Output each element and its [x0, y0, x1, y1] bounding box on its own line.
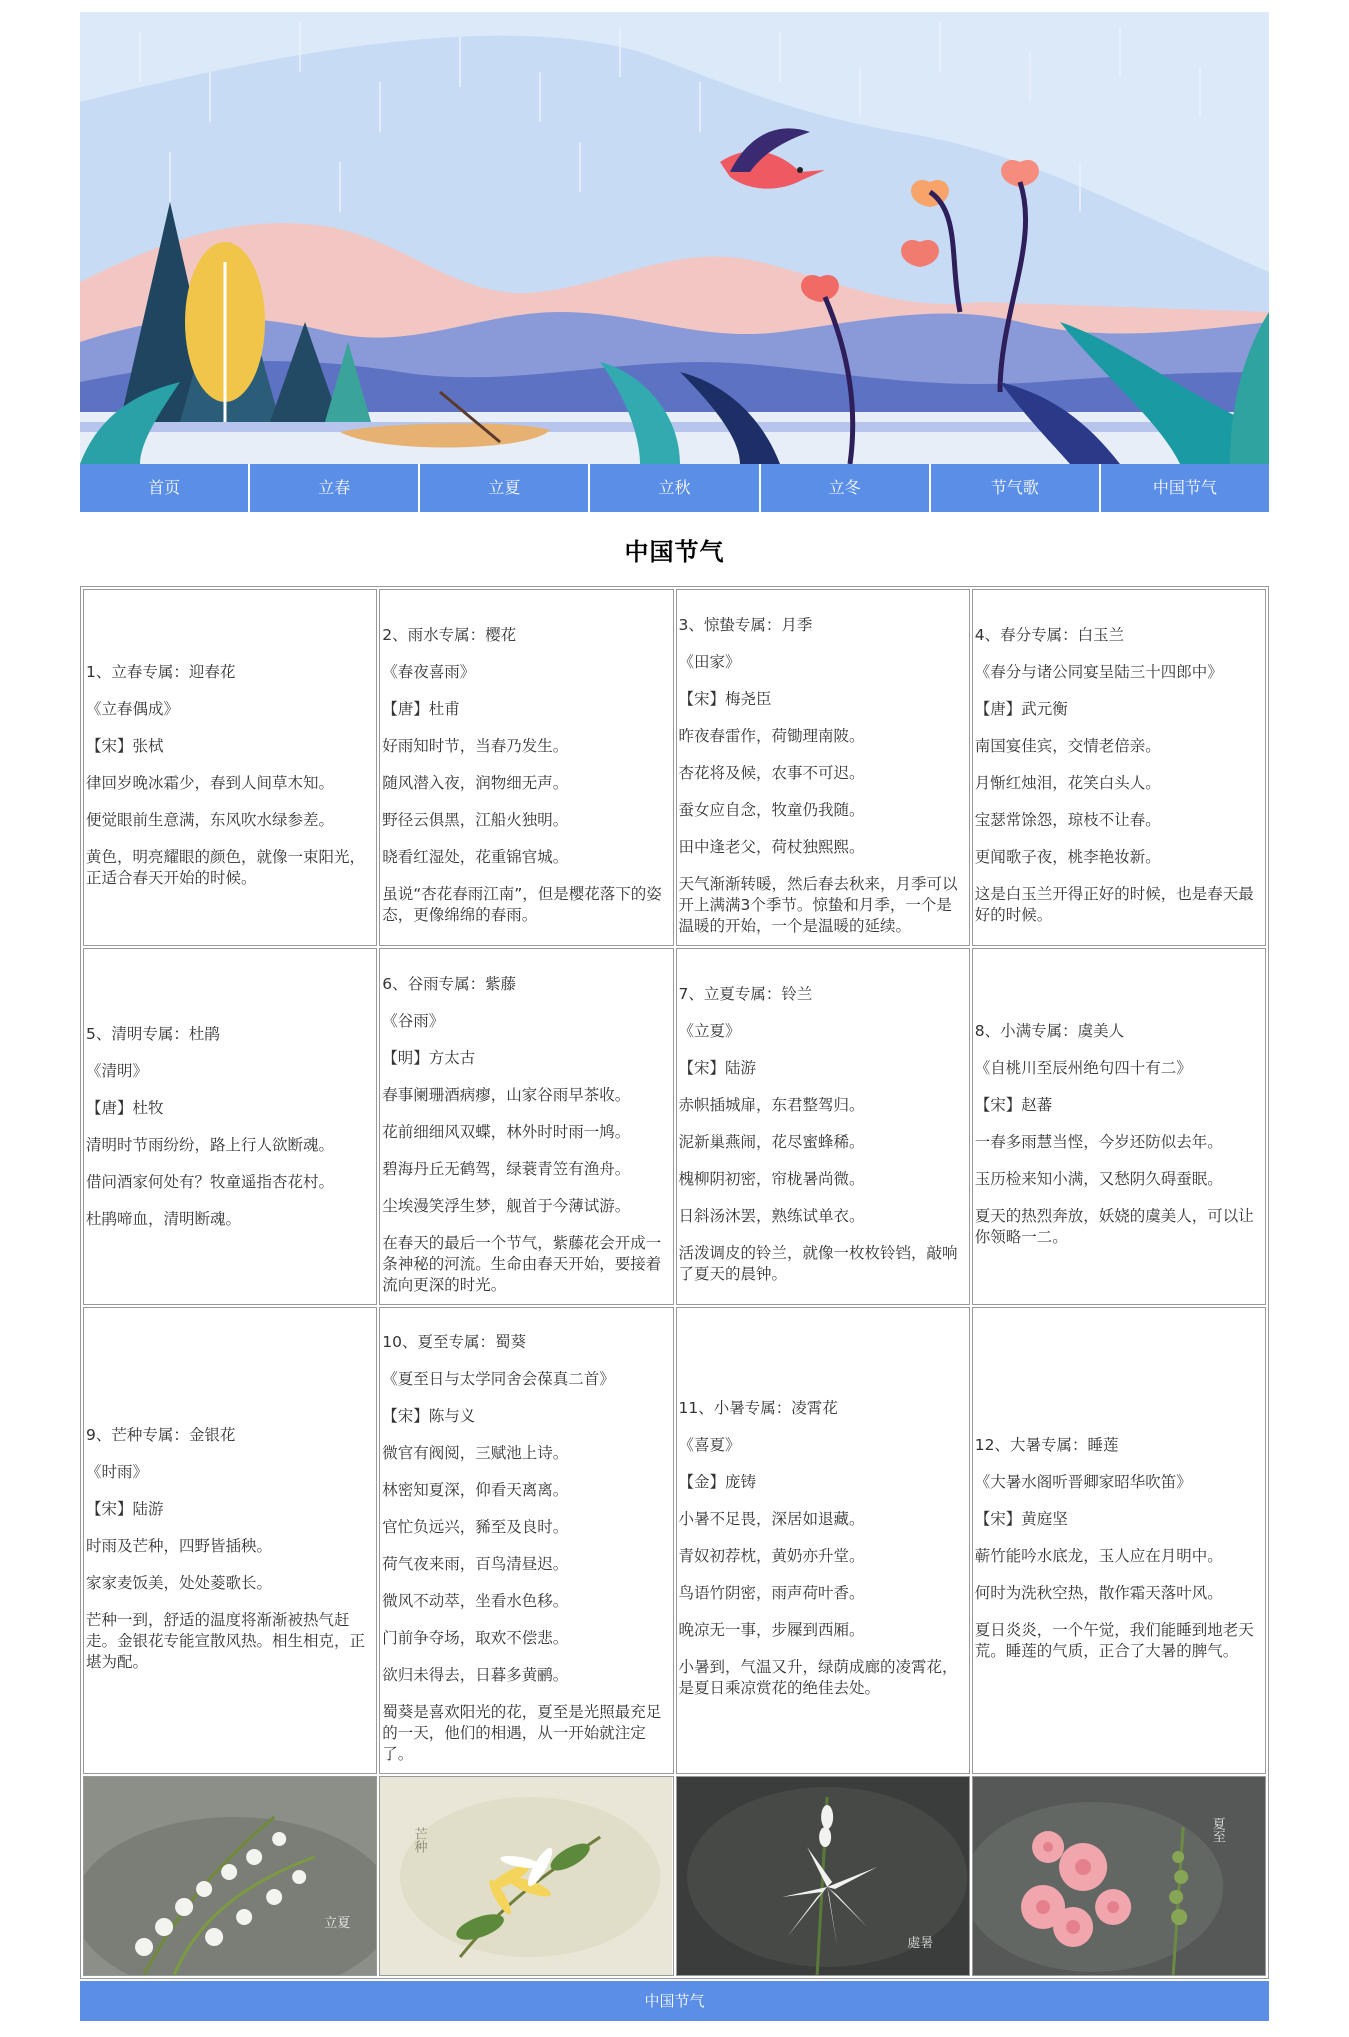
poem-line: 林密知夏深，仰看天离离。: [382, 1481, 569, 1499]
poem-author: 【宋】陈与义: [382, 1407, 476, 1425]
term-cell: [379, 948, 673, 1305]
term-heading: 1、立春专属：迎春花: [86, 663, 236, 681]
poem-line: 槐柳阴初密，帘栊暑尚微。: [678, 1170, 865, 1188]
header-banner-illustration: [80, 12, 1269, 464]
terms-row: [83, 589, 1266, 946]
term-cell: [676, 589, 970, 946]
term-cell: [83, 589, 377, 946]
svg-text:芒种: 芒种: [412, 1827, 428, 1853]
terms-row: [83, 948, 1266, 1305]
nav-lixia[interactable]: 立夏: [420, 464, 590, 512]
poem-line: 官忙负远兴，豨至及良时。: [382, 1518, 569, 1536]
poem-line: 微风不动萃，坐看水色移。: [382, 1592, 569, 1610]
poem-title: 《立春偶成》: [86, 700, 180, 718]
poem-title: 《春分与诸公同宴呈陆三十四郎中》: [974, 663, 1223, 681]
term-heading: 7、立夏专属：铃兰: [678, 985, 813, 1003]
nav-lichun[interactable]: 立春: [250, 464, 420, 512]
poem-line: 家家麦饭美，处处菱歌长。: [86, 1573, 273, 1592]
poem-title: 《谷雨》: [382, 1011, 445, 1030]
poem-line: 清明时节雨纷纷，路上行人欲断魂。: [86, 1135, 335, 1154]
term-description: 活泼调皮的铃兰，就像一枚枚铃铛，敲响了夏天的晨钟。: [678, 1244, 958, 1283]
svg-text:夏至: 夏至: [1210, 1817, 1226, 1843]
solar-terms-table: [80, 586, 1269, 1979]
poem-line: 日斜汤沐罢，熟练试单衣。: [678, 1207, 865, 1225]
lily-of-valley-photo: [84, 1777, 376, 1975]
landscape-illustration: [80, 12, 1269, 464]
term-description: 在春天的最后一个节气，紫藤花会开成一条神秘的河流。生命由春天开始，要接着流向更深的时光。: [382, 1233, 662, 1294]
poem-title: 《田家》: [678, 652, 741, 671]
title-box: [80, 512, 1269, 586]
photo-cell: [972, 1776, 1266, 1976]
poem-line: 鸟语竹阴密，雨声荷叶香。: [678, 1584, 865, 1602]
term-description: 蜀葵是喜欢阳光的花，夏至是光照最充足的一天，他们的相遇，从一开始就注定了。: [382, 1703, 662, 1763]
poem-line: 蕲竹能吟水底龙，玉人应在月明中。: [974, 1547, 1223, 1565]
poem-author: 【宋】梅尧臣: [678, 689, 772, 708]
main-nav: [80, 464, 1269, 512]
poem-line: 泥新巢燕闹，花尽蜜蜂稀。: [678, 1133, 865, 1151]
term-description: 这是白玉兰开得正好的时候，也是春天最好的时候。: [974, 885, 1254, 924]
poem-author: 【宋】陆游: [86, 1499, 164, 1518]
term-heading: 6、谷雨专属：紫藤: [382, 974, 517, 993]
term-cell: [972, 1307, 1266, 1774]
term-cell: [83, 948, 377, 1305]
poem-title: 《时雨》: [86, 1462, 149, 1481]
term-description: 虽说“杏花春雨江南”，但是樱花落下的姿态，更像绵绵的春雨。: [382, 885, 662, 924]
term-cell: [676, 948, 970, 1305]
poem-line: 赤帜插城扉，东君整驾归。: [678, 1096, 865, 1114]
page-title: 中国节气: [624, 537, 725, 566]
nav-home[interactable]: 首页: [80, 464, 250, 512]
poem-line: 春事阑珊酒病瘳，山家谷雨早茶收。: [382, 1085, 631, 1104]
terms-table-body: [83, 589, 1266, 1976]
term-description: 黄色，明亮耀眼的颜色，就像一束阳光，正适合春天开始的时候。: [86, 848, 366, 887]
nav-liqiu[interactable]: 立秋: [590, 464, 760, 512]
poem-line: 碧海丹丘无鹤驾，绿蓑青笠有渔舟。: [382, 1159, 631, 1178]
nav-lidong[interactable]: 立冬: [761, 464, 931, 512]
footer-bar: 中国节气: [80, 1981, 1269, 2021]
poem-line: 好雨知时节，当春乃发生。: [382, 737, 569, 755]
poem-line: 便觉眼前生意满，东风吹水绿参差。: [86, 811, 335, 829]
term-description: 天气渐渐转暖，然后春去秋来，月季可以开上满满3个季节。惊蛰和月季，一个是温暖的开始，一个是温暖的延续。: [678, 874, 958, 935]
poem-author: 【唐】杜甫: [382, 700, 460, 718]
poem-line: 杏花将及候，农事不可迟。: [678, 763, 865, 782]
term-heading: 11、小暑专属：凌霄花: [678, 1399, 838, 1417]
poem-line: 门前争夺场，取欢不偿悲。: [382, 1629, 569, 1647]
term-heading: 10、夏至专属：蜀葵: [382, 1333, 526, 1351]
poem-line: 青奴初荐枕，黄奶亦升堂。: [678, 1547, 865, 1565]
photo-cell: [676, 1776, 970, 1976]
nav-jieqige[interactable]: 节气歌: [931, 464, 1101, 512]
poem-title: 《大暑水阁听晋卿家昭华吹笛》: [974, 1473, 1192, 1491]
poem-line: 一春多雨慧当悭，今岁还防似去年。: [974, 1133, 1223, 1151]
poem-author: 【明】方太古: [382, 1048, 476, 1067]
poem-line: 随风潜入夜，润物细无声。: [382, 774, 569, 792]
term-cell: [676, 1307, 970, 1774]
honeysuckle-photo: [380, 1777, 672, 1975]
poem-line: 尘埃漫笑浮生梦，舰首于今薄试游。: [382, 1196, 631, 1215]
photo-cell: [83, 1776, 377, 1976]
poem-author: 【唐】武元衡: [974, 700, 1068, 718]
poem-line: 荷气夜来雨，百鸟清昼迟。: [382, 1555, 569, 1573]
term-description: 芒种一到，舒适的温度将渐渐被热气赶走。金银花专能宣散风热。相生相克，正堪为配。: [86, 1610, 366, 1671]
poem-line: 宝瑟常馀怨，琼枝不让春。: [974, 811, 1161, 829]
poem-title: 《自桃川至辰州绝句四十有二》: [974, 1059, 1192, 1077]
term-heading: 12、大暑专属：睡莲: [974, 1436, 1119, 1454]
poem-title: 《喜夏》: [678, 1436, 741, 1454]
term-cell: [972, 948, 1266, 1305]
term-heading: 2、雨水专属：樱花: [382, 626, 517, 644]
term-cell: [83, 1307, 377, 1774]
poem-author: 【宋】陆游: [678, 1059, 757, 1077]
poem-line: 野径云俱黑，江船火独明。: [382, 811, 569, 829]
poem-title: 《春夜喜雨》: [382, 663, 476, 681]
poem-line: 昨夜春雷作，荷锄理南陂。: [678, 726, 865, 745]
term-heading: 4、春分专属：白玉兰: [974, 626, 1125, 644]
poem-line: 小暑不足畏，深居如退藏。: [678, 1510, 865, 1528]
poem-line: 晚凉无一事，步屧到西厢。: [678, 1621, 865, 1639]
poem-line: 田中逢老父，荷杖独熙熙。: [678, 837, 865, 856]
poem-author: 【宋】黄庭坚: [974, 1510, 1068, 1528]
page-wrapper: [80, 12, 1269, 2021]
poem-line: 南国宴佳宾，交情老倍亲。: [974, 737, 1161, 755]
poem-title: 《立夏》: [678, 1022, 741, 1040]
tuberose-photo: [677, 1777, 969, 1975]
poem-line: 杜鹃啼血，清明断魂。: [86, 1209, 242, 1228]
svg-text:處暑: 處暑: [906, 1935, 933, 1950]
term-heading: 8、小满专属：虞美人: [974, 1022, 1125, 1040]
term-cell: [972, 589, 1266, 946]
poem-line: 月惭红烛泪，花笑白头人。: [974, 774, 1161, 792]
photo-row: [83, 1776, 1266, 1976]
term-cell: [379, 589, 673, 946]
term-heading: 5、清明专属：杜鹃: [86, 1024, 220, 1043]
poem-line: 更闻歌子夜，桃李艳妆新。: [974, 848, 1161, 866]
nav-zhongguojieqi[interactable]: 中国节气: [1152, 478, 1217, 497]
poem-line: 借问酒家何处有？牧童遥指杏花村。: [86, 1172, 335, 1191]
poem-author: 【金】庞铸: [678, 1473, 757, 1491]
poem-title: 《清明》: [86, 1061, 149, 1080]
poem-line: 欲归未得去，日暮多黄鹂。: [382, 1666, 569, 1684]
term-heading: 3、惊蛰专属：月季: [678, 615, 813, 634]
poem-author: 【宋】赵蕃: [974, 1096, 1053, 1114]
poem-author: 【宋】张栻: [86, 737, 164, 755]
terms-row: [83, 1307, 1266, 1774]
term-description: 小暑到，气温又升，绿荫成廊的凌霄花，是夏日乘凉赏花的绝佳去处。: [678, 1658, 958, 1697]
poem-line: 微官有阀阅，三赋池上诗。: [382, 1444, 569, 1462]
poem-line: 晓看红湿处，花重锦官城。: [382, 848, 569, 866]
poem-line: 玉历检来知小满，又愁阴久碍蚕眠。: [974, 1170, 1223, 1188]
term-heading: 9、芒种专属：金银花: [86, 1425, 236, 1444]
term-description: 夏日炎炎，一个午觉，我们能睡到地老天荒。睡莲的气质，正合了大暑的脾气。: [974, 1621, 1254, 1660]
poem-line: 时雨及芒种，四野皆插秧。: [86, 1536, 273, 1555]
term-cell: [379, 1307, 673, 1774]
poem-author: 【唐】杜牧: [86, 1098, 164, 1117]
poem-line: 花前细细风双蝶，林外时时雨一鸠。: [382, 1122, 631, 1141]
poem-line: 律回岁晚冰霜少，春到人间草木知。: [86, 774, 335, 792]
poem-line: 何时为洗秋空热，散作霜天落叶风。: [974, 1584, 1223, 1602]
photo-cell: [379, 1776, 673, 1976]
poem-title: 《夏至日与太学同舍会葆真二首》: [382, 1370, 615, 1388]
hollyhock-photo: [973, 1777, 1265, 1975]
poem-line: 蚕女应自念，牧童仍我随。: [678, 800, 865, 819]
svg-text:立夏: 立夏: [324, 1915, 351, 1930]
term-description: 夏天的热烈奔放，妖娆的虞美人，可以让你领略一二。: [974, 1207, 1254, 1246]
